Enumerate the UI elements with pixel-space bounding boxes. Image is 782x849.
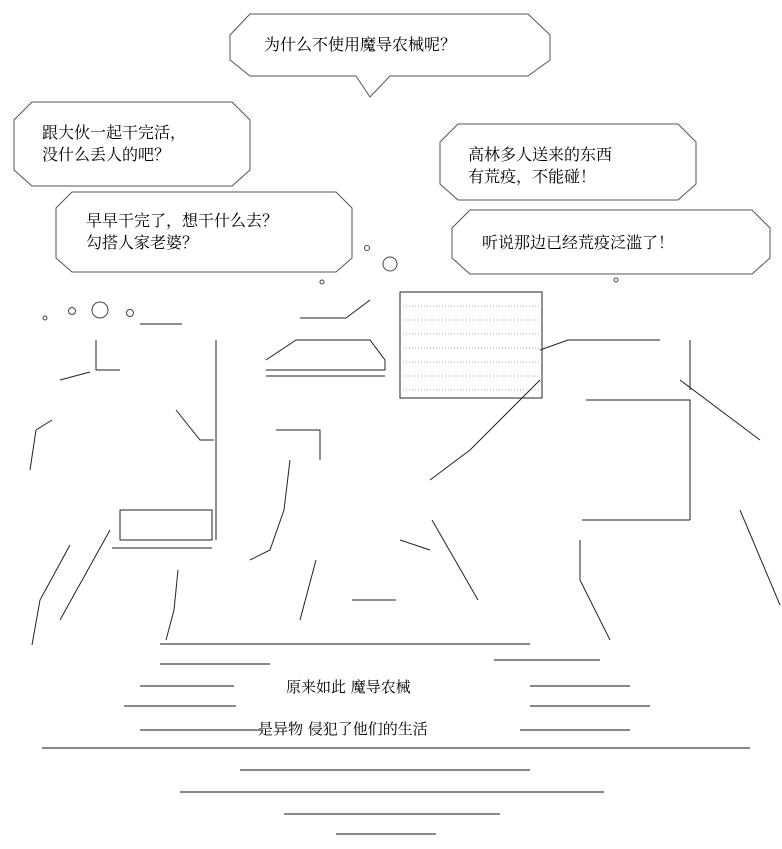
left-upper-line2: 没什么丢人的吧？ xyxy=(42,145,171,164)
left-figure-drawing xyxy=(30,324,216,645)
right-lower-bubble-text xyxy=(482,232,674,254)
right-upper-line2: 有荒疫，不能碰！ xyxy=(468,167,597,186)
left-lower-line2: 勾搭人家老婆？ xyxy=(86,233,199,252)
machine-box-drawing xyxy=(400,292,542,398)
top-bubble-line1: 为什么不使用魔导农械呢？ xyxy=(264,35,457,54)
top-bubble-text xyxy=(264,34,456,56)
caption-line1: 原来如此 魔导农械 xyxy=(286,678,411,696)
caption-line2: 是异物 侵犯了他们的生活 xyxy=(258,720,428,738)
thought-dots xyxy=(43,246,618,321)
left-lower-bubble-text xyxy=(86,210,278,254)
right-lower-line1: 听说那边已经荒疫泛滥了！ xyxy=(482,233,675,252)
ground-strokes xyxy=(42,644,750,834)
left-lower-line1: 早早干完了，想干什么去？ xyxy=(86,211,279,230)
right-figure-drawing xyxy=(430,340,780,640)
right-upper-bubble-text xyxy=(468,144,612,188)
right-upper-line1: 高林多人送来的东西 xyxy=(468,145,613,164)
center-figure-drawing xyxy=(166,300,478,640)
left-upper-bubble-text xyxy=(42,122,186,166)
left-upper-line1: 跟大伙一起干完活， xyxy=(42,123,187,142)
